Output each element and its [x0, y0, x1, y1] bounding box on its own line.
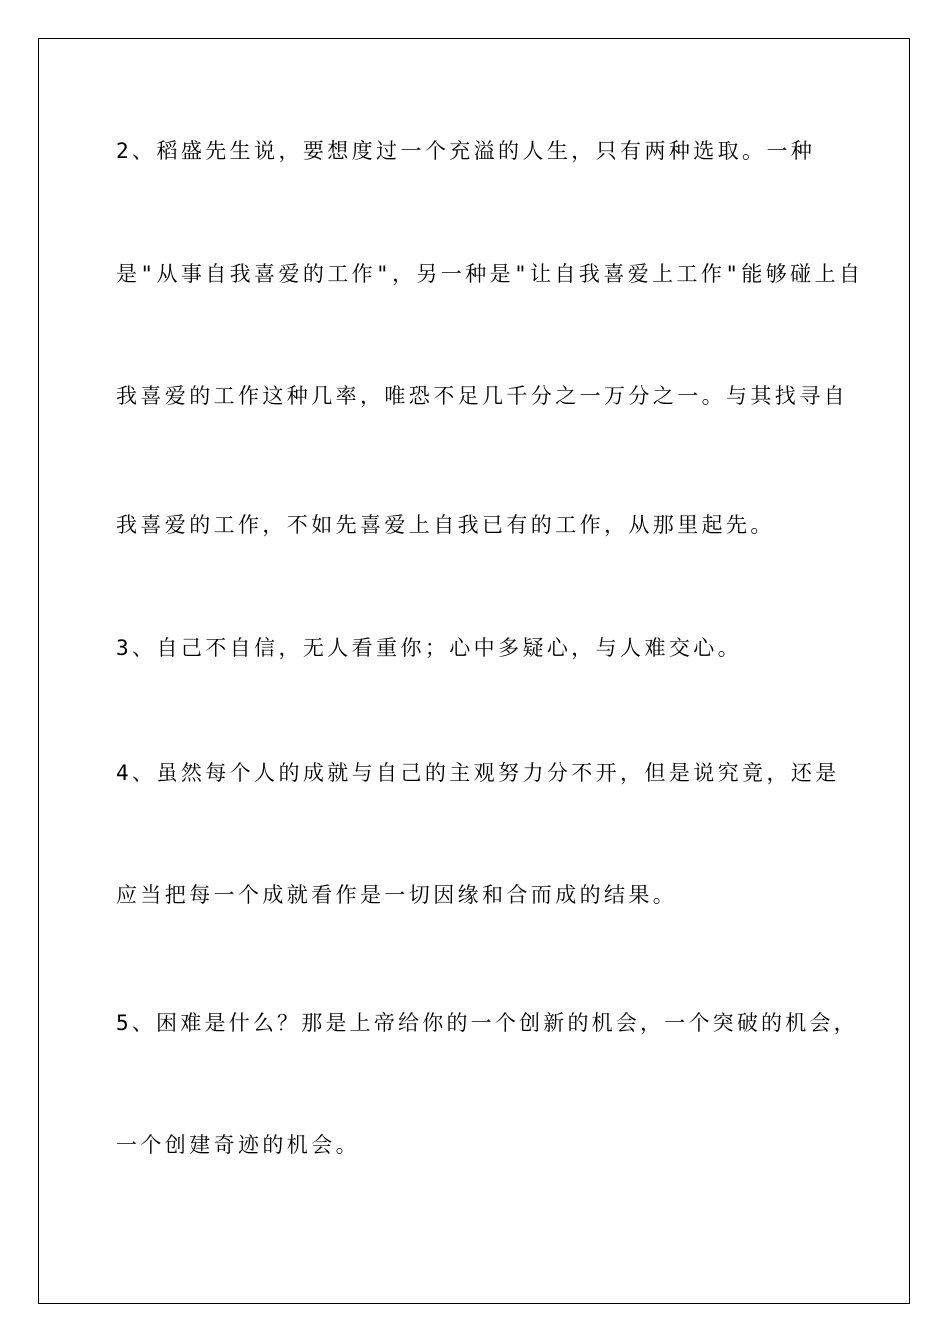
page-frame: [38, 38, 910, 1304]
text-line: 我喜爱的工作这种几率，唯恐不足几千分之一万分之一。与其找寻自: [116, 384, 848, 408]
text-line: 一个创建奇迹的机会。: [116, 1133, 360, 1157]
text-line: 2、稻盛先生说，要想度过一个充溢的人生，只有两种选取。一种: [116, 139, 816, 163]
text-line: 应当把每一个成就看作是一切因缘和合而成的结果。: [116, 883, 678, 907]
text-line: 4、虽然每个人的成就与自己的主观努力分不开，但是说究竟，还是: [116, 761, 840, 785]
text-line: 我喜爱的工作，不如先喜爱上自我已有的工作，从那里起先。: [116, 513, 775, 537]
text-line: 是"从事自我喜爱的工作"，另一种是"让自我喜爱上工作"能够碰上自: [116, 262, 864, 286]
text-line: 3、自己不自信，无人看重你；心中多疑心，与人难交心。: [116, 636, 743, 660]
text-line: 5、困难是什么？那是上帝给你的一个创新的机会，一个突破的机会，: [116, 1011, 858, 1035]
